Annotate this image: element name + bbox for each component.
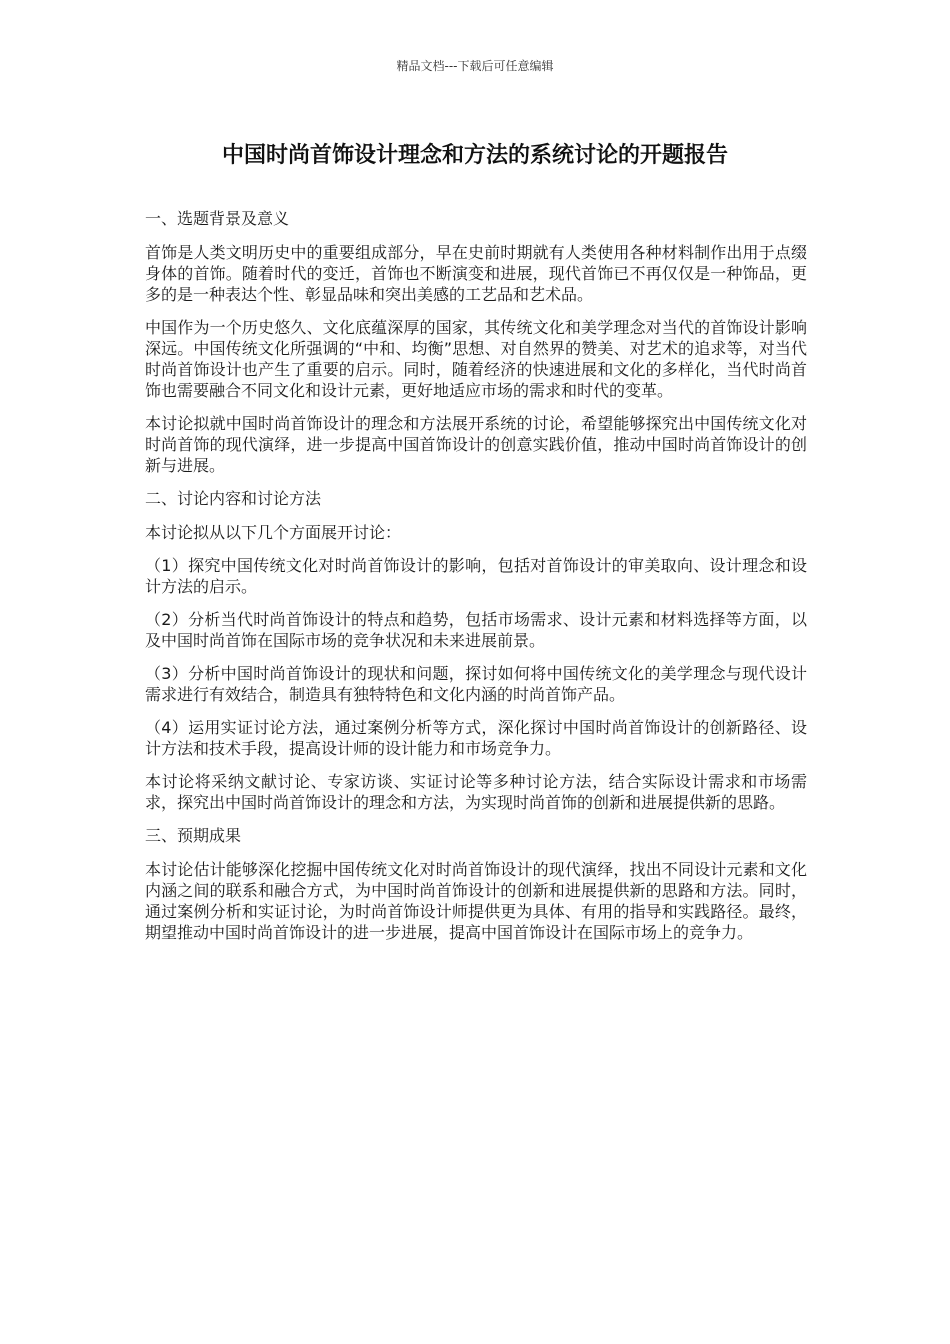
paragraph: 首饰是人类文明历史中的重要组成部分，早在史前时期就有人类使用各种材料制作出用于点缀身体的首饰。随着时代的变迁，首饰也不断演变和进展，现代首饰已不再仅仅是一种饰品，更多的是一种表达个性、彰显品味和突出美感的工艺品和艺术品。: [145, 243, 807, 304]
list-item: （3）分析中国时尚首饰设计的现状和问题，探讨如何将中国传统文化的美学理念与现代设计需求进行有效结合，制造具有独特特色和文化内涵的时尚首饰产品。: [145, 664, 807, 704]
section-heading: 一、选题背景及意义: [145, 209, 290, 228]
document-body: [145, 208, 807, 955]
paragraph: 本讨论将采纳文献讨论、专家访谈、实证讨论等多种讨论方法，结合实际设计需求和市场需求，探究出中国时尚首饰设计的理念和方法，为实现时尚首饰的创新和进展提供新的思路。: [145, 772, 807, 812]
section-heading: 三、预期成果: [145, 826, 242, 845]
list-item: （1）探究中国传统文化对时尚首饰设计的影响，包括对首饰设计的审美取向、设计理念和设计方法的启示。: [145, 556, 807, 596]
list-item: （4）运用实证讨论方法，通过案例分析等方式，深化探讨中国时尚首饰设计的创新路径、设计方法和技术手段，提高设计师的设计能力和市场竞争力。: [145, 718, 807, 758]
header-note: 精品文档---下载后可任意编辑: [396, 59, 554, 73]
paragraph: 本讨论估计能够深化挖掘中国传统文化对时尚首饰设计的现代演绎，找出不同设计元素和文化内涵之间的联系和融合方式，为中国时尚首饰设计的创新和进展提供新的思路和方法。同时，通过案例分析和实证讨论，为时尚首饰设计师提供更为具体、有用的指导和实践路径。最终，期望推动中国时尚首饰设计的进一步进展，提高中国首饰设计在国际市场上的竞争力。: [145, 860, 807, 942]
paragraph: 本讨论拟就中国时尚首饰设计的理念和方法展开系统的讨论，希望能够探究出中国传统文化对时尚首饰的现代演绎，进一步提高中国首饰设计的创意实践价值，推动中国时尚首饰设计的创新与进展。: [145, 414, 807, 475]
list-item: （2）分析当代时尚首饰设计的特点和趋势，包括市场需求、设计元素和材料选择等方面，以及中国时尚首饰在国际市场的竞争状况和未来进展前景。: [145, 610, 807, 650]
paragraph: 本讨论拟从以下几个方面展开讨论：: [145, 523, 402, 542]
section-heading: 二、讨论内容和讨论方法: [145, 489, 322, 508]
paragraph: 中国作为一个历史悠久、文化底蕴深厚的国家，其传统文化和美学理念对当代的首饰设计影响深远。中国传统文化所强调的“中和、均衡”思想、对自然界的赞美、对艺术的追求等，对当代时尚首饰设计也产生了重要的启示。同时，随着经济的快速进展和文化的多样化，当代时尚首饰也需要融合不同文化和设计元素，更好地适应市场的需求和时代的变革。: [145, 318, 807, 400]
document-title: 中国时尚首饰设计理念和方法的系统讨论的开题报告: [221, 143, 728, 168]
